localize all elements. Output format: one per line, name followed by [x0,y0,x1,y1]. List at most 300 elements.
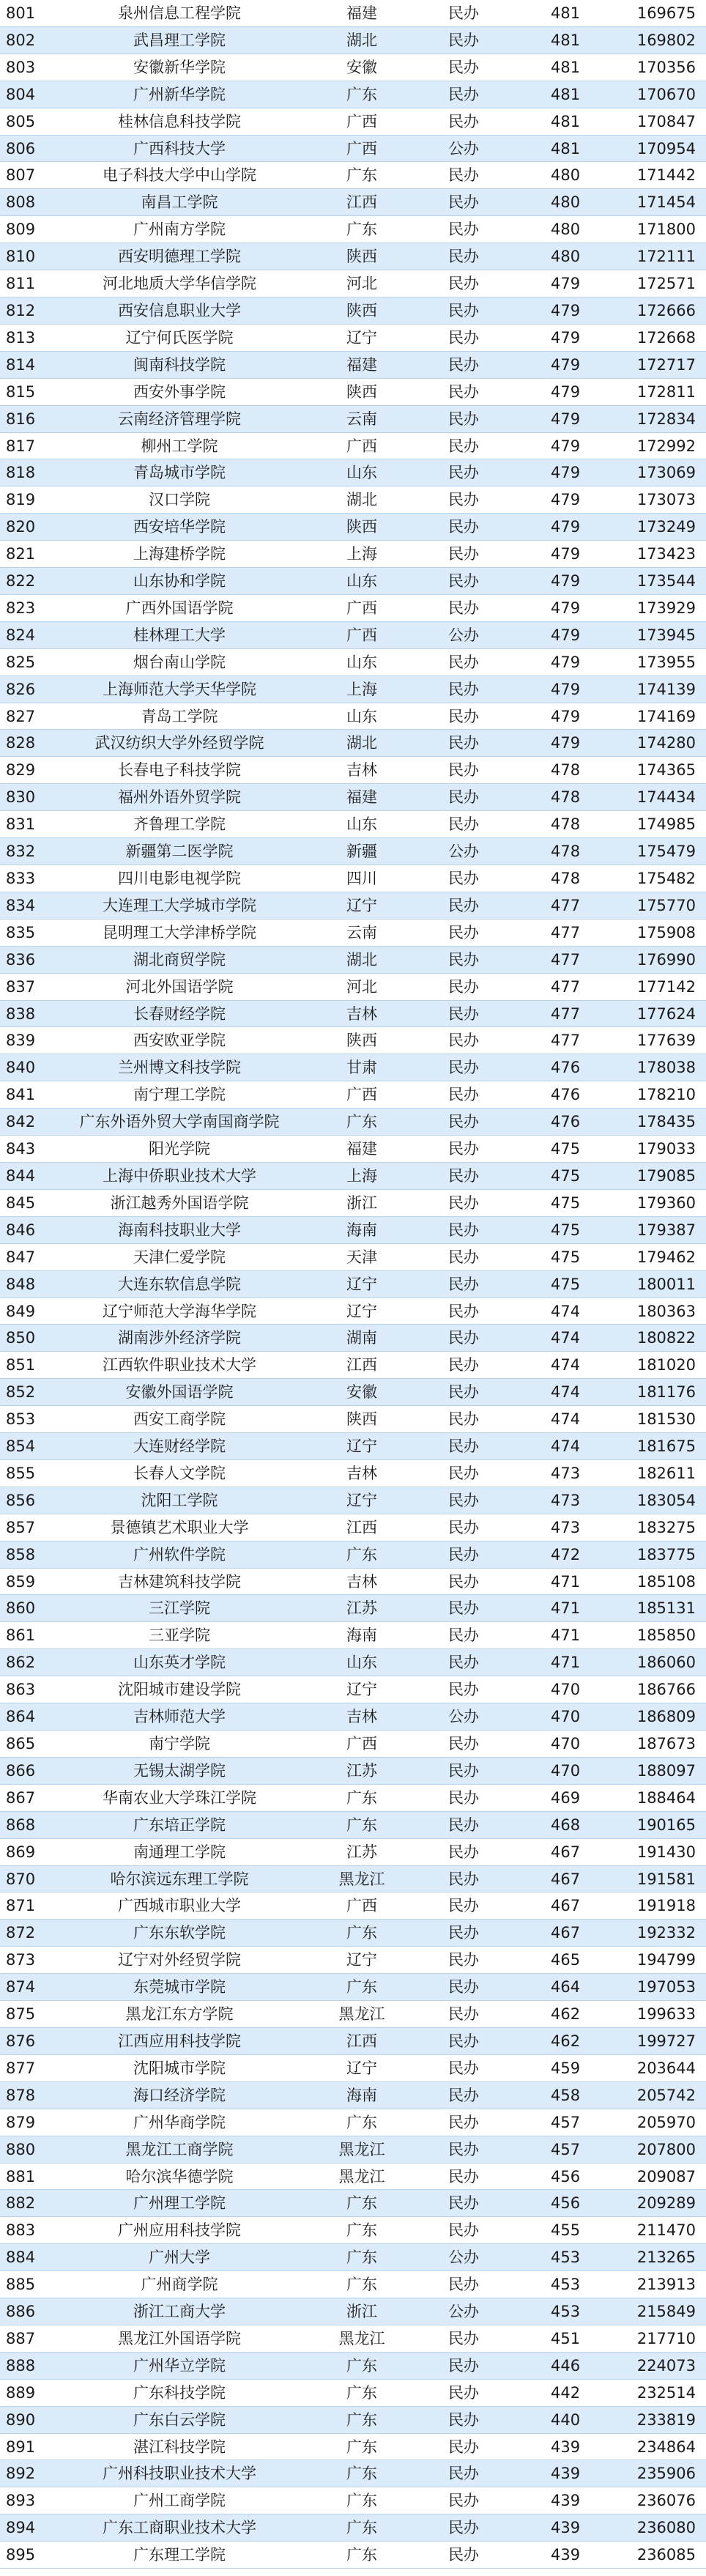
rank-cell: 872 [6,1924,36,1942]
province-cell: 广东 [346,2546,377,2564]
school-name-cell: 西安工商学院 [133,1410,226,1429]
score-cell: 478 [551,870,581,887]
school-type-cell: 民办 [448,2383,479,2402]
position-cell: 172992 [636,437,696,455]
table-row [0,2028,706,2055]
position-cell: 217710 [636,2329,696,2347]
school-type-cell: 民办 [448,1518,479,1536]
rank-cell: 861 [6,1626,36,1645]
school-type-cell: 民办 [448,896,479,914]
school-name-cell: 西安培华学院 [133,518,226,536]
school-name-cell: 烟台南山学院 [133,653,226,671]
province-cell: 陕西 [346,1410,377,1429]
score-cell: 479 [551,437,581,455]
school-name-cell: 长春电子科技学院 [118,761,241,780]
rank-cell: 838 [6,1004,36,1023]
table-row [0,297,706,325]
school-type-cell: 民办 [448,815,479,834]
score-cell: 456 [551,2167,581,2185]
table-row [0,1731,706,1758]
school-type-cell: 民办 [448,1356,479,1374]
school-type-cell: 民办 [448,1626,479,1645]
score-cell: 479 [551,355,581,374]
score-cell: 455 [551,2221,581,2240]
school-name-cell: 广州商学院 [141,2276,218,2294]
school-name-cell: 广州工商学院 [133,2492,226,2510]
province-cell: 甘肃 [346,1059,377,1077]
school-name-cell: 河北地质大学华信学院 [103,275,256,293]
position-cell: 174434 [636,788,696,807]
school-name-cell: 广州大学 [149,2249,210,2267]
table-row [0,1892,706,1920]
score-cell: 471 [551,1572,581,1591]
table-row [0,189,706,216]
rank-cell: 863 [6,1681,36,1699]
province-cell: 吉林 [346,1708,377,1726]
province-cell: 吉林 [346,1572,377,1591]
school-type-cell: 民办 [448,545,479,563]
school-type-cell: 民办 [448,248,479,266]
school-type-cell: 民办 [448,2140,479,2158]
score-cell: 479 [551,545,581,563]
school-name-cell: 江西应用科技学院 [118,2032,241,2050]
province-cell: 福建 [346,788,377,807]
rank-cell: 893 [6,2492,36,2510]
score-cell: 475 [551,1221,581,1239]
school-type-cell: 民办 [448,2546,479,2564]
score-cell: 474 [551,1383,581,1402]
province-cell: 广东 [346,2519,377,2537]
score-cell: 475 [551,1166,581,1185]
position-cell: 170847 [636,112,696,130]
score-cell: 467 [551,1870,581,1888]
school-type-cell: 民办 [448,1004,479,1023]
school-name-cell: 无锡太湖学院 [133,1761,226,1780]
school-type-cell: 民办 [448,870,479,887]
school-type-cell: 公办 [448,1708,479,1726]
score-cell: 470 [551,1735,581,1753]
province-cell: 广西 [346,626,377,644]
score-cell: 475 [551,1140,581,1158]
school-type-cell: 民办 [448,1329,479,1347]
rank-cell: 826 [6,680,36,698]
position-cell: 180011 [636,1275,696,1293]
table-row [0,2353,706,2380]
position-cell: 175479 [636,843,696,861]
school-type-cell: 民办 [448,2438,479,2456]
school-name-cell: 武昌理工学院 [133,31,226,49]
province-cell: 广东 [346,2249,377,2267]
school-name-cell: 海口经济学院 [133,2086,226,2104]
position-cell: 205742 [636,2086,696,2104]
position-cell: 174169 [636,707,696,725]
rank-cell: 870 [6,1870,36,1888]
rank-cell: 888 [6,2356,36,2375]
score-cell: 462 [551,2005,581,2024]
school-name-cell: 广东培正学院 [133,1816,226,1834]
score-cell: 453 [551,2303,581,2321]
score-cell: 478 [551,815,581,834]
position-cell: 185850 [636,1626,696,1645]
province-cell: 四川 [346,870,377,887]
province-cell: 广东 [346,2221,377,2240]
school-type-cell: 民办 [448,2329,479,2347]
rank-cell: 808 [6,193,36,212]
school-name-cell: 广州理工学院 [133,2194,226,2213]
position-cell: 180822 [636,1329,696,1347]
position-cell: 209087 [636,2167,696,2185]
rank-cell: 819 [6,491,36,509]
table-row [0,811,706,838]
rank-cell: 849 [6,1302,36,1320]
position-cell: 224073 [636,2356,696,2375]
table-row [0,1758,706,1785]
rank-cell: 858 [6,1545,36,1563]
score-cell: 473 [551,1491,581,1509]
score-cell: 476 [551,1086,581,1104]
rank-cell: 827 [6,707,36,725]
table-row [0,1081,706,1109]
position-cell: 172834 [636,410,696,428]
province-cell: 江西 [346,1356,377,1374]
province-cell: 辽宁 [346,1951,377,1969]
position-cell: 174280 [636,734,696,752]
school-name-cell: 沈阳城市学院 [133,2059,226,2077]
table-row [0,2434,706,2461]
rank-cell: 840 [6,1059,36,1077]
school-type-cell: 民办 [448,1761,479,1780]
school-type-cell: 公办 [448,2303,479,2321]
score-cell: 453 [551,2249,581,2267]
position-cell: 213913 [636,2276,696,2294]
school-name-cell: 哈尔滨远东理工学院 [110,1870,249,1888]
table-row [0,2190,706,2217]
table-row [0,1812,706,1839]
table-row [0,1027,706,1054]
table-row [0,1244,706,1271]
rank-cell: 885 [6,2276,36,2294]
school-type-cell: 公办 [448,2249,479,2267]
school-name-cell: 桂林信息科技学院 [118,112,241,130]
table-row [0,649,706,676]
province-cell: 广西 [346,112,377,130]
school-type-cell: 民办 [448,2276,479,2294]
position-cell: 207800 [636,2140,696,2158]
position-cell: 174139 [636,680,696,698]
position-cell: 176990 [636,950,696,969]
school-name-cell: 长春人文学院 [133,1464,226,1482]
position-cell: 172717 [636,355,696,374]
school-name-cell: 黑龙江外国语学院 [118,2329,241,2347]
position-cell: 199633 [636,2005,696,2024]
school-name-cell: 闽南科技学院 [133,355,226,374]
score-cell: 477 [551,977,581,996]
province-cell: 安徽 [346,1383,377,1402]
table-row [0,136,706,163]
school-type-cell: 民办 [448,1951,479,1969]
school-type-cell: 民办 [448,1140,479,1158]
position-cell: 171454 [636,193,696,212]
position-cell: 191430 [636,1843,696,1861]
province-cell: 黑龙江 [338,2140,385,2158]
province-cell: 云南 [346,410,377,428]
position-cell: 172571 [636,275,696,293]
position-cell: 177639 [636,1032,696,1050]
score-cell: 439 [551,2546,581,2564]
province-cell: 广东 [346,1816,377,1834]
position-cell: 186060 [636,1654,696,1672]
table-row [0,2244,706,2271]
table-row [0,1649,706,1676]
table-row [0,1271,706,1298]
table-row [0,54,706,81]
score-cell: 479 [551,518,581,536]
school-type-cell: 民办 [448,572,479,591]
position-cell: 171442 [636,166,696,185]
school-name-cell: 西安欧亚学院 [133,1032,226,1050]
table-row [0,2325,706,2353]
rank-cell: 814 [6,355,36,374]
school-type-cell: 民办 [448,2167,479,2185]
score-cell: 439 [551,2438,581,2456]
position-cell: 186809 [636,1708,696,1726]
school-type-cell: 民办 [448,301,479,319]
score-cell: 481 [551,4,581,22]
table-row [0,2164,706,2191]
province-cell: 陕西 [346,1032,377,1050]
position-cell: 199727 [636,2032,696,2050]
province-cell: 湖北 [346,734,377,752]
position-cell: 180363 [636,1302,696,1320]
position-cell: 170356 [636,58,696,76]
score-cell: 468 [551,1816,581,1834]
score-cell: 464 [551,1978,581,1996]
score-cell: 467 [551,1924,581,1942]
school-type-cell: 民办 [448,328,479,347]
score-cell: 474 [551,1356,581,1374]
score-cell: 474 [551,1302,581,1320]
table-row [0,1054,706,1081]
position-cell: 194799 [636,1951,696,1969]
score-cell: 467 [551,1897,581,1915]
table-row [0,2460,706,2487]
province-cell: 陕西 [346,518,377,536]
province-cell: 广东 [346,2492,377,2510]
rank-cell: 857 [6,1518,36,1536]
score-cell: 475 [551,1248,581,1266]
school-name-cell: 西安明德理工学院 [118,248,241,266]
position-cell: 174365 [636,761,696,780]
table-row [0,379,706,406]
table-row [0,1487,706,1514]
school-type-cell: 民办 [448,1032,479,1050]
score-cell: 479 [551,464,581,482]
rank-cell: 811 [6,275,36,293]
score-cell: 462 [551,2032,581,2050]
school-type-cell: 民办 [448,653,479,671]
score-cell: 479 [551,626,581,644]
province-cell: 广西 [346,139,377,158]
score-cell: 471 [551,1626,581,1645]
score-cell: 471 [551,1599,581,1618]
school-name-cell: 柳州工学院 [141,437,218,455]
table-row [0,216,706,243]
province-cell: 陕西 [346,301,377,319]
score-cell: 479 [551,382,581,401]
position-cell: 211470 [636,2221,696,2240]
school-name-cell: 东莞城市学院 [133,1978,226,1996]
school-type-cell: 民办 [448,464,479,482]
table-row [0,541,706,568]
position-cell: 183275 [636,1518,696,1536]
rank-cell: 845 [6,1193,36,1212]
position-cell: 192332 [636,1924,696,1942]
school-type-cell: 民办 [448,788,479,807]
school-name-cell: 广东白云学院 [133,2410,226,2429]
province-cell: 山东 [346,572,377,591]
school-name-cell: 上海中侨职业技术大学 [103,1166,256,1185]
province-cell: 浙江 [346,1193,377,1212]
province-cell: 广东 [346,1545,377,1563]
province-cell: 辽宁 [346,1302,377,1320]
rank-cell: 839 [6,1032,36,1050]
table-row [0,270,706,297]
rank-cell: 810 [6,248,36,266]
province-cell: 广东 [346,2410,377,2429]
school-name-cell: 海南科技职业大学 [118,1221,241,1239]
school-name-cell: 广西外国语学院 [125,599,234,617]
table-row [0,1595,706,1622]
rank-cell: 846 [6,1221,36,1239]
position-cell: 197053 [636,1978,696,1996]
position-cell: 191581 [636,1870,696,1888]
province-cell: 湖北 [346,950,377,969]
rank-cell: 852 [6,1383,36,1402]
table-row [0,1352,706,1379]
score-cell: 481 [551,31,581,49]
school-type-cell: 民办 [448,166,479,185]
rank-cell: 802 [6,31,36,49]
score-cell: 472 [551,1545,581,1563]
rank-cell: 815 [6,382,36,401]
province-cell: 辽宁 [346,1491,377,1509]
table-row [0,325,706,352]
position-cell: 205970 [636,2113,696,2131]
school-name-cell: 辽宁何氏医学院 [125,328,234,347]
score-cell: 473 [551,1464,581,1482]
rank-cell: 828 [6,734,36,752]
school-name-cell: 武汉纺织大学外经贸学院 [94,734,264,752]
table-row [0,162,706,189]
province-cell: 福建 [346,1140,377,1158]
school-name-cell: 广州南方学院 [133,221,226,239]
school-type-cell: 民办 [448,1464,479,1482]
table-row [0,2001,706,2028]
province-cell: 山东 [346,464,377,482]
score-cell: 471 [551,1654,581,1672]
table-row [0,1433,706,1460]
school-name-cell: 三亚学院 [149,1626,210,1645]
rank-cell: 889 [6,2383,36,2402]
table-row [0,406,706,433]
score-cell: 470 [551,1761,581,1780]
position-cell: 173069 [636,464,696,482]
rank-cell: 804 [6,85,36,103]
school-name-cell: 长春财经学院 [133,1004,226,1023]
province-cell: 江西 [346,2032,377,2050]
school-name-cell: 吉林师范大学 [133,1708,226,1726]
school-type-cell: 民办 [448,193,479,212]
school-type-cell: 民办 [448,1978,479,1996]
school-name-cell: 广州软件学院 [133,1545,226,1563]
province-cell: 广西 [346,437,377,455]
position-cell: 233819 [636,2410,696,2429]
position-cell: 236085 [636,2546,696,2564]
rank-cell: 807 [6,166,36,185]
table-row [0,622,706,649]
score-cell: 456 [551,2194,581,2213]
province-cell: 广东 [346,2276,377,2294]
table-row [0,1406,706,1433]
school-type-cell: 民办 [448,1681,479,1699]
position-cell: 181176 [636,1383,696,1402]
rank-cell: 862 [6,1654,36,1672]
rank-cell: 813 [6,328,36,347]
position-cell: 179462 [636,1248,696,1266]
school-type-cell: 民办 [448,1410,479,1429]
score-cell: 469 [551,1788,581,1807]
school-name-cell: 广西城市职业大学 [118,1897,241,1915]
school-name-cell: 汉口学院 [149,491,210,509]
position-cell: 188464 [636,1788,696,1807]
table-row [0,2271,706,2298]
rank-cell: 806 [6,139,36,158]
table-row [0,1136,706,1163]
table-row [0,947,706,974]
rank-cell: 886 [6,2303,36,2321]
school-type-cell: 民办 [448,1221,479,1239]
province-cell: 辽宁 [346,328,377,347]
school-name-cell: 广州华商学院 [133,2113,226,2131]
position-cell: 179360 [636,1193,696,1212]
province-cell: 天津 [346,1248,377,1266]
score-cell: 477 [551,923,581,941]
score-cell: 478 [551,761,581,780]
table-row [0,1541,706,1569]
table-row [0,2055,706,2082]
school-name-cell: 江西软件职业技术大学 [103,1356,256,1374]
province-cell: 河北 [346,977,377,996]
position-cell: 183054 [636,1491,696,1509]
school-name-cell: 黑龙江工商学院 [125,2140,234,2158]
table-row [0,2380,706,2407]
school-name-cell: 大连东软信息学院 [118,1275,241,1293]
province-cell: 广东 [346,1113,377,1131]
province-cell: 吉林 [346,1464,377,1482]
position-cell: 177142 [636,977,696,996]
rank-cell: 854 [6,1437,36,1456]
province-cell: 福建 [346,355,377,374]
rank-cell: 836 [6,950,36,969]
score-cell: 479 [551,734,581,752]
position-cell: 175482 [636,870,696,887]
score-cell: 467 [551,1843,581,1861]
province-cell: 广西 [346,1735,377,1753]
rank-cell: 834 [6,896,36,914]
position-cell: 173945 [636,626,696,644]
school-name-cell: 辽宁对外经贸学院 [118,1951,241,1969]
rank-cell: 879 [6,2113,36,2131]
